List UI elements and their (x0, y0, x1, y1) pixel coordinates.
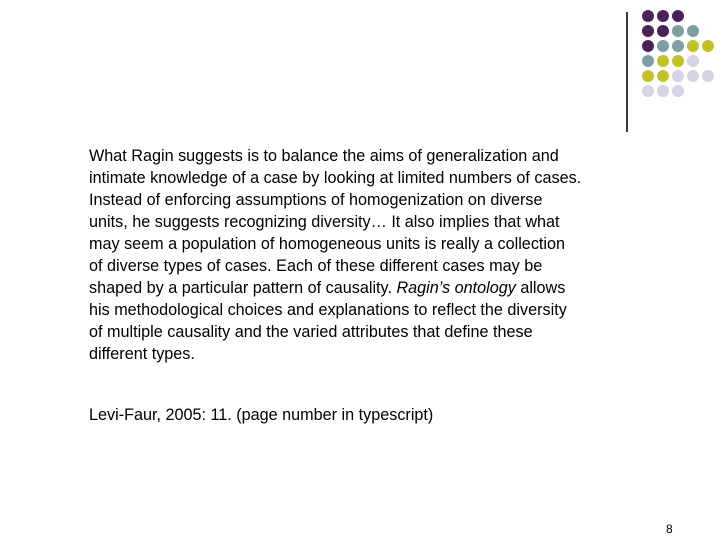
citation: Levi-Faur, 2005: 11. (page number in typescript) (89, 406, 434, 424)
quote-line: his methodological choices and explanations to reflect the diversity (89, 301, 567, 319)
vertical-divider (626, 12, 628, 132)
decorative-dot (657, 55, 669, 67)
quote-line: may seem a population of homogeneous units is really a collection (89, 235, 566, 253)
decorative-dot (657, 85, 669, 97)
quote-line-text: shaped by a particular pattern of causality. (89, 279, 397, 297)
decorative-dot (672, 55, 684, 67)
decorative-dot (687, 70, 699, 82)
quote-line-tail: allows (515, 279, 566, 297)
quote-line: of multiple causality and the varied attributes that define these (89, 323, 533, 341)
page-number: 8 (666, 522, 673, 536)
decorative-dot (687, 40, 699, 52)
quote-block (89, 145, 649, 365)
italic-term: Ragin’s ontology (396, 279, 516, 297)
decorative-dot (657, 40, 669, 52)
decorative-dot (642, 85, 654, 97)
quote-line: What Ragin suggests is to balance the aims of generalization and (89, 147, 559, 165)
quote-line: of diverse types of cases. Each of these different cases may be (89, 257, 543, 275)
decorative-dot (702, 70, 714, 82)
quote-line (89, 277, 649, 299)
decorative-dot (687, 55, 699, 67)
decorative-dot (657, 10, 669, 22)
decorative-dot (687, 25, 699, 37)
decorative-dot (642, 40, 654, 52)
decorative-dot (657, 70, 669, 82)
decorative-dot-grid (0, 0, 720, 120)
decorative-dot (642, 70, 654, 82)
decorative-dot (672, 25, 684, 37)
quote-line: units, he suggests recognizing diversity… It also implies that what (89, 213, 560, 231)
decorative-dot (672, 40, 684, 52)
decorative-dot (702, 40, 714, 52)
decorative-dot (672, 10, 684, 22)
quote-line: intimate knowledge of a case by looking at limited numbers of cases. (89, 169, 582, 187)
quote-line: different types. (89, 345, 195, 363)
decorative-dot (672, 85, 684, 97)
decorative-dot (642, 10, 654, 22)
quote-line: Instead of enforcing assumptions of homogenization on diverse (89, 191, 543, 209)
decorative-dot (657, 25, 669, 37)
decorative-dot (642, 25, 654, 37)
decorative-dot (642, 55, 654, 67)
decorative-dot (672, 70, 684, 82)
